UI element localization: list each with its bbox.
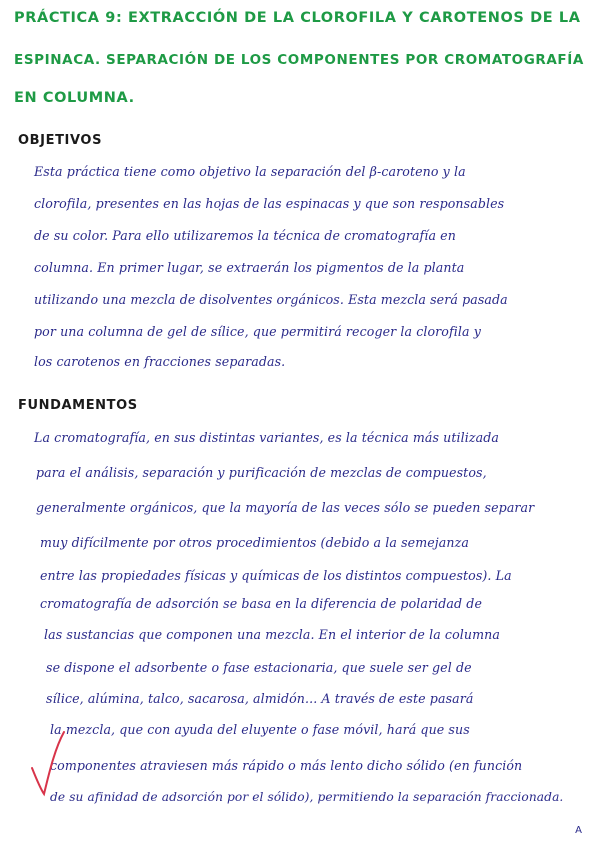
fundamentos-line-7: las sustancias que componen una mezcla. En el interior de la columna: [44, 627, 500, 642]
objetivos-line-4: columna. En primer lugar, se extraerán los pigmentos de la planta: [34, 260, 465, 275]
fundamentos-line-12: de su afinidad de adsorción por el sólido), permitiendo la separación fraccionada.: [50, 790, 564, 804]
objetivos-line-1: Esta práctica tiene como objetivo la separación del β-caroteno y la: [34, 164, 466, 179]
section-heading-objetivos: OBJETIVOS: [18, 133, 103, 148]
objetivos-line-6: por una columna de gel de sílice, que permitirá recoger la clorofila y: [34, 324, 481, 339]
fundamentos-line-5: entre las propiedades físicas y químicas de los distintos compuestos). La: [40, 568, 512, 583]
section-heading-fundamentos: FUNDAMENTOS: [18, 398, 138, 413]
fundamentos-line-1: La cromatografía, en sus distintas variantes, es la técnica más utilizada: [34, 430, 499, 445]
title-line-1: PRÁCTICA 9: EXTRACCIÓN DE LA CLOROFILA Y CAROTENOS DE LA: [14, 10, 581, 26]
page-number: A: [575, 825, 582, 836]
fundamentos-line-6: cromatografía de adsorción se basa en la diferencia de polaridad de: [40, 596, 483, 611]
objetivos-line-3: de su color. Para ello utilizaremos la técnica de cromatografía en: [34, 228, 456, 243]
title-line-3: EN COLUMNA.: [14, 90, 135, 106]
fundamentos-line-11: componentes atraviesen más rápido o más lento dicho sólido (en función: [50, 758, 523, 773]
fundamentos-line-9: sílice, alúmina, talco, sacarosa, almidón... A través de este pasará: [46, 691, 474, 706]
objetivos-line-5: utilizando una mezcla de disolventes orgánicos. Esta mezcla será pasada: [34, 292, 508, 307]
fundamentos-line-4: muy difícilmente por otros procedimientos (debido a la semejanza: [40, 535, 469, 550]
objetivos-line-7: los carotenos en fracciones separadas.: [34, 354, 286, 369]
fundamentos-line-8: se dispone el adsorbente o fase estacionaria, que suele ser gel de: [46, 660, 472, 675]
title-line-2: ESPINACA. SEPARACIÓN DE LOS COMPONENTES POR CROMATOGRAFÍA: [14, 52, 584, 68]
fundamentos-line-2: para el análisis, separación y purificación de mezclas de compuestos,: [36, 465, 487, 480]
fundamentos-line-10: la mezcla, que con ayuda del eluyente o fase móvil, hará que sus: [50, 722, 470, 737]
objetivos-line-2: clorofila, presentes en las hojas de las espinacas y que son responsables: [34, 196, 505, 211]
fundamentos-line-3: generalmente orgánicos, que la mayoría de las veces sólo se pueden separar: [36, 500, 535, 515]
checkmark-icon: [28, 728, 68, 798]
